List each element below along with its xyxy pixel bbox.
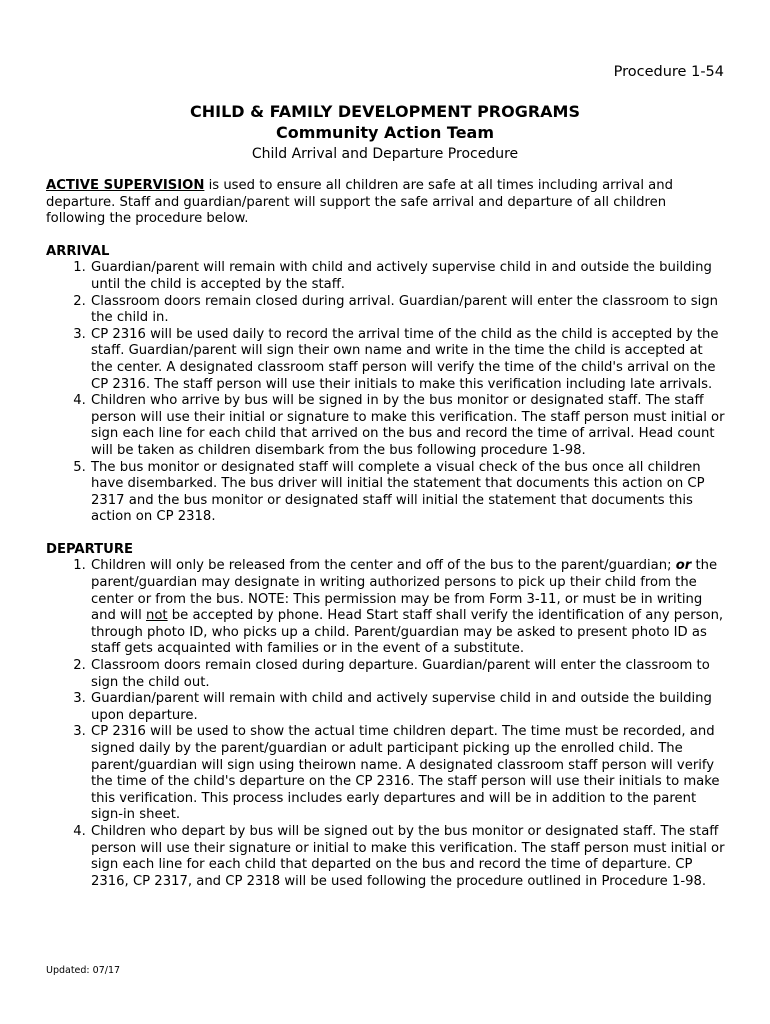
departure-item-3b: 3. CP 2316 will be used to show the actual time children depart. The time must be recorded, and signed daily by the parent/guardian or adult participant picking up the enrolled child. The parent/guardian will sign using theirown name. A designated classroom staff person will verify the time of the child's departure on the CP 2316. The staff person will use their initials to make this verification. This process includes early departures and will be in addition to the parent sign-in sheet. xyxy=(90,724,728,824)
arrival-item-1: 1. Guardian/parent will remain with child and actively supervise child in and outside the building until the child is accepted by the staff. xyxy=(90,260,728,293)
departure-item-1-part2: the parent/guardian may designate in writing authorized persons to pick up their child from the center or from the bus. NOTE: This permission may be from Form 3-11, or must be in writing and will xyxy=(91,558,718,624)
departure-item-1-or: or xyxy=(675,558,692,574)
arrival-item-2: 2. Classroom doors remain closed during arrival. Guardian/parent will enter the classroom to sign the child in. xyxy=(90,294,728,327)
arrival-item-3: 3. CP 2316 will be used daily to record the arrival time of the child as the child is accepted by the staff. Guardian/parent will sign their own name and write in the time the child is accepted at the center. A designated classroom staff person will verify the time of the child's arrival on the CP 2316. The staff person will use their initials to make this verification including late arrivals. xyxy=(90,327,728,393)
arrival-list xyxy=(46,260,728,526)
document-title: Child Arrival and Departure Procedure xyxy=(251,146,519,162)
departure-item-1 xyxy=(90,558,728,658)
document-body xyxy=(46,178,728,906)
departure-item-1-part3: be accepted by phone. Head Start staff shall verify the identification of any person, through photo ID, who picks up a child. Parent/guardian may be asked to present photo ID as staff gets acquainted with families or in the event of a substitute. xyxy=(91,608,724,657)
departure-list xyxy=(46,558,728,890)
procedure-number: Procedure 1-54 xyxy=(613,64,724,80)
departure-item-2: 2. Classroom doors remain closed during departure. Guardian/parent will enter the classroom to sign the child out. xyxy=(90,658,728,691)
intro-paragraph xyxy=(46,178,728,228)
program-title: CHILD & FAMILY DEVELOPMENT PROGRAMS xyxy=(190,102,580,121)
team-subtitle: Community Action Team xyxy=(275,123,495,142)
arrival-item-5: 5. The bus monitor or designated staff will complete a visual check of the bus once all children have disembarked. The bus driver will initial the statement that documents this action on CP 2317 and the bus monitor or designated staff will initial the statement that documents this action on CP 2318. xyxy=(90,460,728,526)
departure-item-1-part1: Children will only be released from the center and off of the bus to the parent/guardian; xyxy=(91,558,676,574)
departure-item-1-not: not xyxy=(145,608,168,624)
departure-item-4: 4. Children who depart by bus will be signed out by the bus monitor or designated staff. The staff person will use their signature or initial to make this verification. The staff person must initial or sign each line for each child that departed on the bus and record the time of departure. CP 2316, CP 2317, and CP 2318 will be used following the procedure outlined in Procedure 1-98. xyxy=(90,824,728,890)
departure-item-3: 3. Guardian/parent will remain with child and actively supervise child in and outside the building upon departure. xyxy=(90,691,728,724)
title-block xyxy=(0,102,770,164)
arrival-heading: ARRIVAL xyxy=(46,243,110,259)
active-supervision-term: ACTIVE SUPERVISION xyxy=(46,178,205,193)
arrival-item-4: 4. Children who arrive by bus will be signed in by the bus monitor or designated staff. The staff person will use their initial or signature to make this verification. The staff person must initial or sign each line for each child that arrived on the bus and record the time of arrival. Head count will be taken as children disembark from the bus following procedure 1-98. xyxy=(90,393,728,459)
intro-text: is used to ensure all children are safe at all times including arrival and departure. Staff and guardian/parent will support the safe arrival and departure of all children following the procedure below. xyxy=(46,178,673,227)
departure-heading: DEPARTURE xyxy=(46,541,134,557)
updated-date: Updated: 07/17 xyxy=(46,965,121,976)
